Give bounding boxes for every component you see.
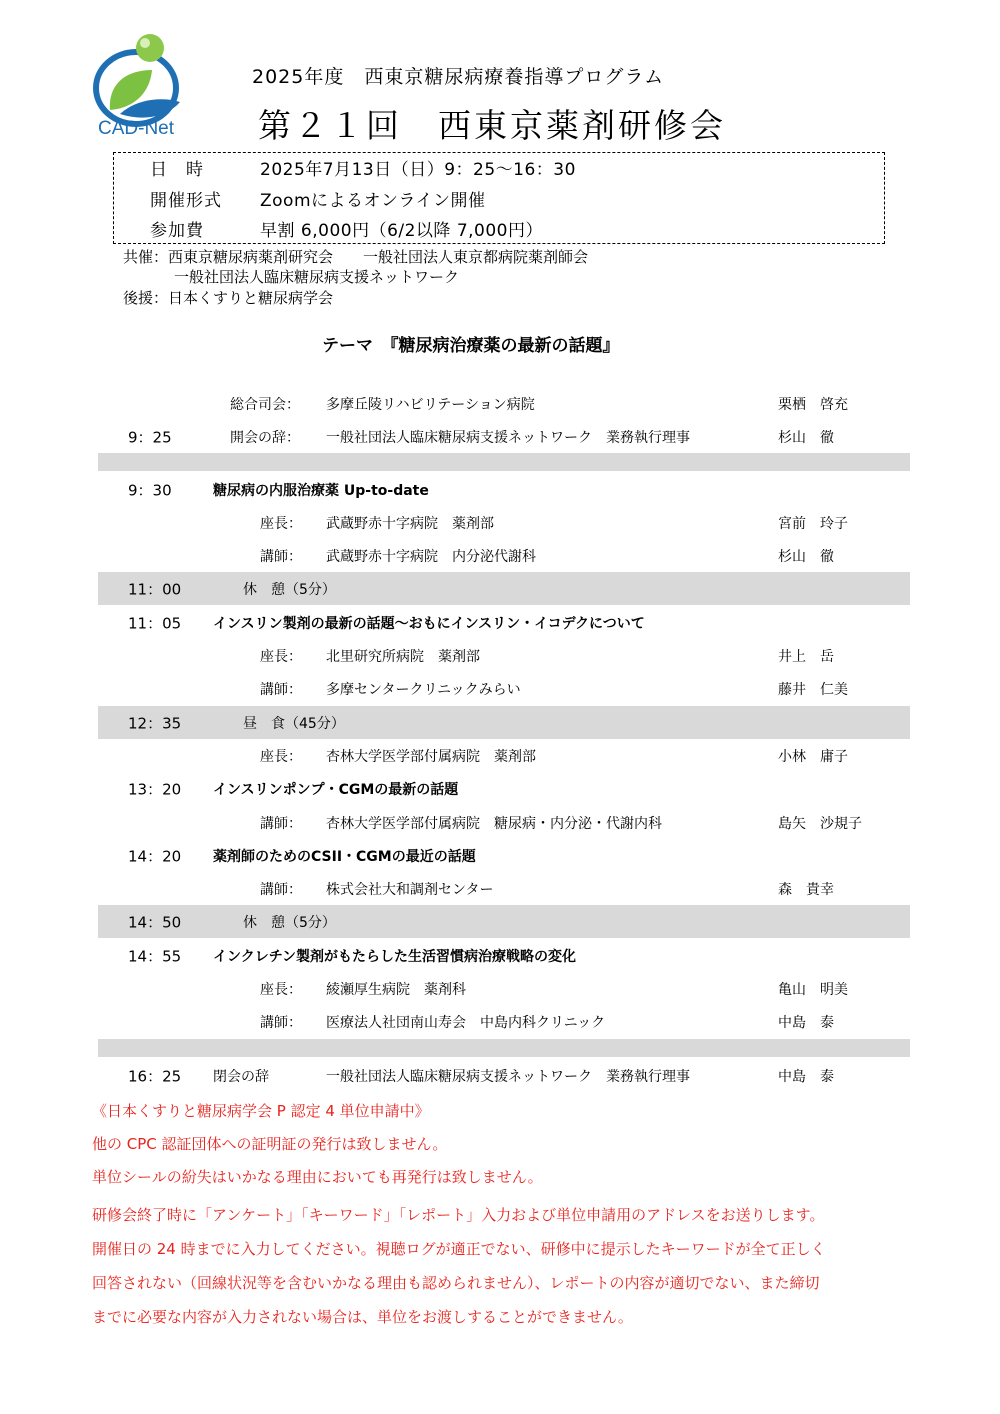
program-row: [98, 872, 910, 905]
role-label: 講師：: [260, 881, 302, 898]
time: 9：30: [128, 481, 172, 499]
program-subtitle: 2025年度 西東京糖尿病療養指導プログラム: [252, 66, 665, 88]
session-title: インクレチン製剤がもたらした生活習慣病治療戦略の変化: [213, 948, 577, 965]
session-title: 糖尿病の内服治療薬 Up-to-date: [213, 482, 429, 499]
info-value: 2025年7月13日（日）9：25～16：30: [260, 160, 576, 180]
break-row: [98, 905, 910, 938]
person-name: 中島 泰: [778, 1068, 834, 1085]
co-organizer-2: 一般社団法人臨床糖尿病支援ネットワーク: [174, 268, 460, 286]
note-line: 他の CPC 認証団体への証明証の発行は致しません。: [92, 1135, 448, 1153]
program-row: [98, 506, 910, 539]
affiliation: 杏林大学医学部付属病院 糖尿病・内分泌・代謝内科: [326, 815, 662, 832]
person-name: 森 貴幸: [778, 881, 834, 898]
theme-heading: テーマ 『糖尿病治療薬の最新の話題』: [322, 336, 620, 356]
role-label: 講師：: [260, 548, 302, 565]
role-label: 座長：: [260, 981, 302, 998]
note-line: 単位シールの紛失はいかなる理由においても再発行は致しません。: [92, 1168, 543, 1186]
sponsor: 後援：日本くすりと糖尿病学会: [123, 289, 334, 307]
info-label: 開催形式: [150, 191, 222, 211]
program-row: [98, 539, 910, 572]
role-label: 開会の辞：: [230, 429, 300, 446]
affiliation: 武蔵野赤十字病院 内分泌代謝科: [326, 548, 536, 565]
session-row: [98, 772, 910, 805]
affiliation: 北里研究所病院 薬剤部: [326, 648, 480, 665]
role-label: 講師：: [260, 815, 302, 832]
person-name: 小林 庸子: [778, 748, 848, 765]
program-row: [98, 672, 910, 705]
time: 14：55: [128, 947, 182, 965]
session-title: インスリン製剤の最新の話題～おもにインスリン・イコデクについて: [213, 615, 645, 632]
page-title: 第２１回 西東京薬剤研修会: [258, 106, 726, 145]
program-row: [98, 972, 910, 1005]
program-row: [98, 739, 910, 772]
role-label: 座長：: [260, 648, 302, 665]
session-row: [98, 939, 910, 972]
program-row: [98, 639, 910, 672]
logo-text: CAD-Net: [98, 118, 175, 139]
person-name: 島矢 沙規子: [778, 815, 862, 832]
person-name: 藤井 仁美: [778, 681, 848, 698]
session-title: 薬剤師のためのCSII・CGMの最近の話題: [213, 848, 476, 865]
affiliation: 一般社団法人臨床糖尿病支援ネットワーク 業務執行理事: [326, 429, 690, 446]
divider-bar: [98, 453, 910, 471]
affiliation: 杏林大学医学部付属病院 薬剤部: [326, 748, 536, 765]
person-name: 杉山 徹: [778, 429, 834, 446]
role-label: 座長：: [260, 748, 302, 765]
role-label: 総合司会：: [230, 396, 300, 413]
info-row-format: [114, 186, 884, 214]
info-row-fee: [114, 216, 884, 244]
role-label: 座長：: [260, 515, 302, 532]
person-name: 杉山 徹: [778, 548, 834, 565]
affiliation: 医療法人社団南山寿会 中島内科クリニック: [326, 1014, 606, 1031]
person-name: 栗栖 啓充: [778, 396, 848, 413]
program-row: [98, 420, 910, 453]
note-line: 研修会終了時に「アンケート」「キーワード」「レポート」入力および単位申請用のアドレスをお送りします。: [92, 1206, 825, 1224]
affiliation: 多摩センタークリニックみらい: [326, 681, 521, 698]
person-name: 亀山 明美: [778, 981, 848, 998]
break-label: 休 憩（5分）: [243, 581, 336, 598]
divider-bar: [98, 1039, 910, 1057]
program-row: [98, 1059, 910, 1092]
co-organizers: 共催：西東京糖尿病薬剤研究会 一般社団法人東京都病院薬剤師会: [123, 248, 589, 266]
time: 13：20: [128, 780, 182, 798]
affiliation: 株式会社大和調剤センター: [326, 881, 494, 898]
person-name: 井上 岳: [778, 648, 834, 665]
info-label: 日 時: [150, 160, 204, 180]
session-row: [98, 606, 910, 639]
role-label: 講師：: [260, 1014, 302, 1031]
note-line: 開催日の 24 時までに入力してください。視聴ログが適正でない、研修中に提示したキーワードが全て正しく: [92, 1240, 826, 1258]
time: 11：00: [128, 580, 182, 598]
role-label: 閉会の辞: [213, 1068, 269, 1085]
person-name: 宮前 玲子: [778, 515, 848, 532]
info-label: 参加費: [150, 221, 204, 241]
note-line: 《日本くすりと糖尿病学会 P 認定 4 単位申請中》: [92, 1102, 430, 1120]
time: 14：20: [128, 847, 182, 865]
lunch-row: [98, 706, 910, 739]
cad-net-logo: [90, 30, 210, 142]
info-value: 早割 6,000円（6/2以降 7,000円）: [260, 221, 544, 241]
time: 12：35: [128, 714, 182, 732]
time: 9：25: [128, 428, 172, 446]
person-name: 中島 泰: [778, 1014, 834, 1031]
role-label: 講師：: [260, 681, 302, 698]
note-line: 回答されない（回線状況等を含むいかなる理由も認められません）、レポートの内容が適切でない、また締切: [92, 1274, 820, 1292]
program-row: [98, 387, 910, 420]
affiliation: 多摩丘陵リハビリテーション病院: [326, 396, 535, 413]
note-line: までに必要な内容が入力されない場合は、単位をお渡しすることができません。: [92, 1308, 633, 1326]
break-row: [98, 572, 910, 605]
time: 16：25: [128, 1067, 182, 1085]
session-row: [98, 473, 910, 506]
time: 11：05: [128, 614, 182, 632]
session-row: [98, 839, 910, 872]
affiliation: 武蔵野赤十字病院 薬剤部: [326, 515, 494, 532]
program-row: [98, 806, 910, 839]
session-title: インスリンポンプ・CGMの最新の話題: [213, 781, 459, 798]
break-label: 昼 食（45分）: [243, 715, 345, 732]
affiliation: 一般社団法人臨床糖尿病支援ネットワーク 業務執行理事: [326, 1068, 690, 1085]
event-info-box: [113, 152, 885, 244]
affiliation: 綾瀬厚生病院 薬剤科: [326, 981, 466, 998]
time: 14：50: [128, 913, 182, 931]
info-row-date: [114, 155, 884, 183]
break-label: 休 憩（5分）: [243, 914, 336, 931]
program-row: [98, 1005, 910, 1038]
info-value: Zoomによるオンライン開催: [260, 191, 486, 211]
